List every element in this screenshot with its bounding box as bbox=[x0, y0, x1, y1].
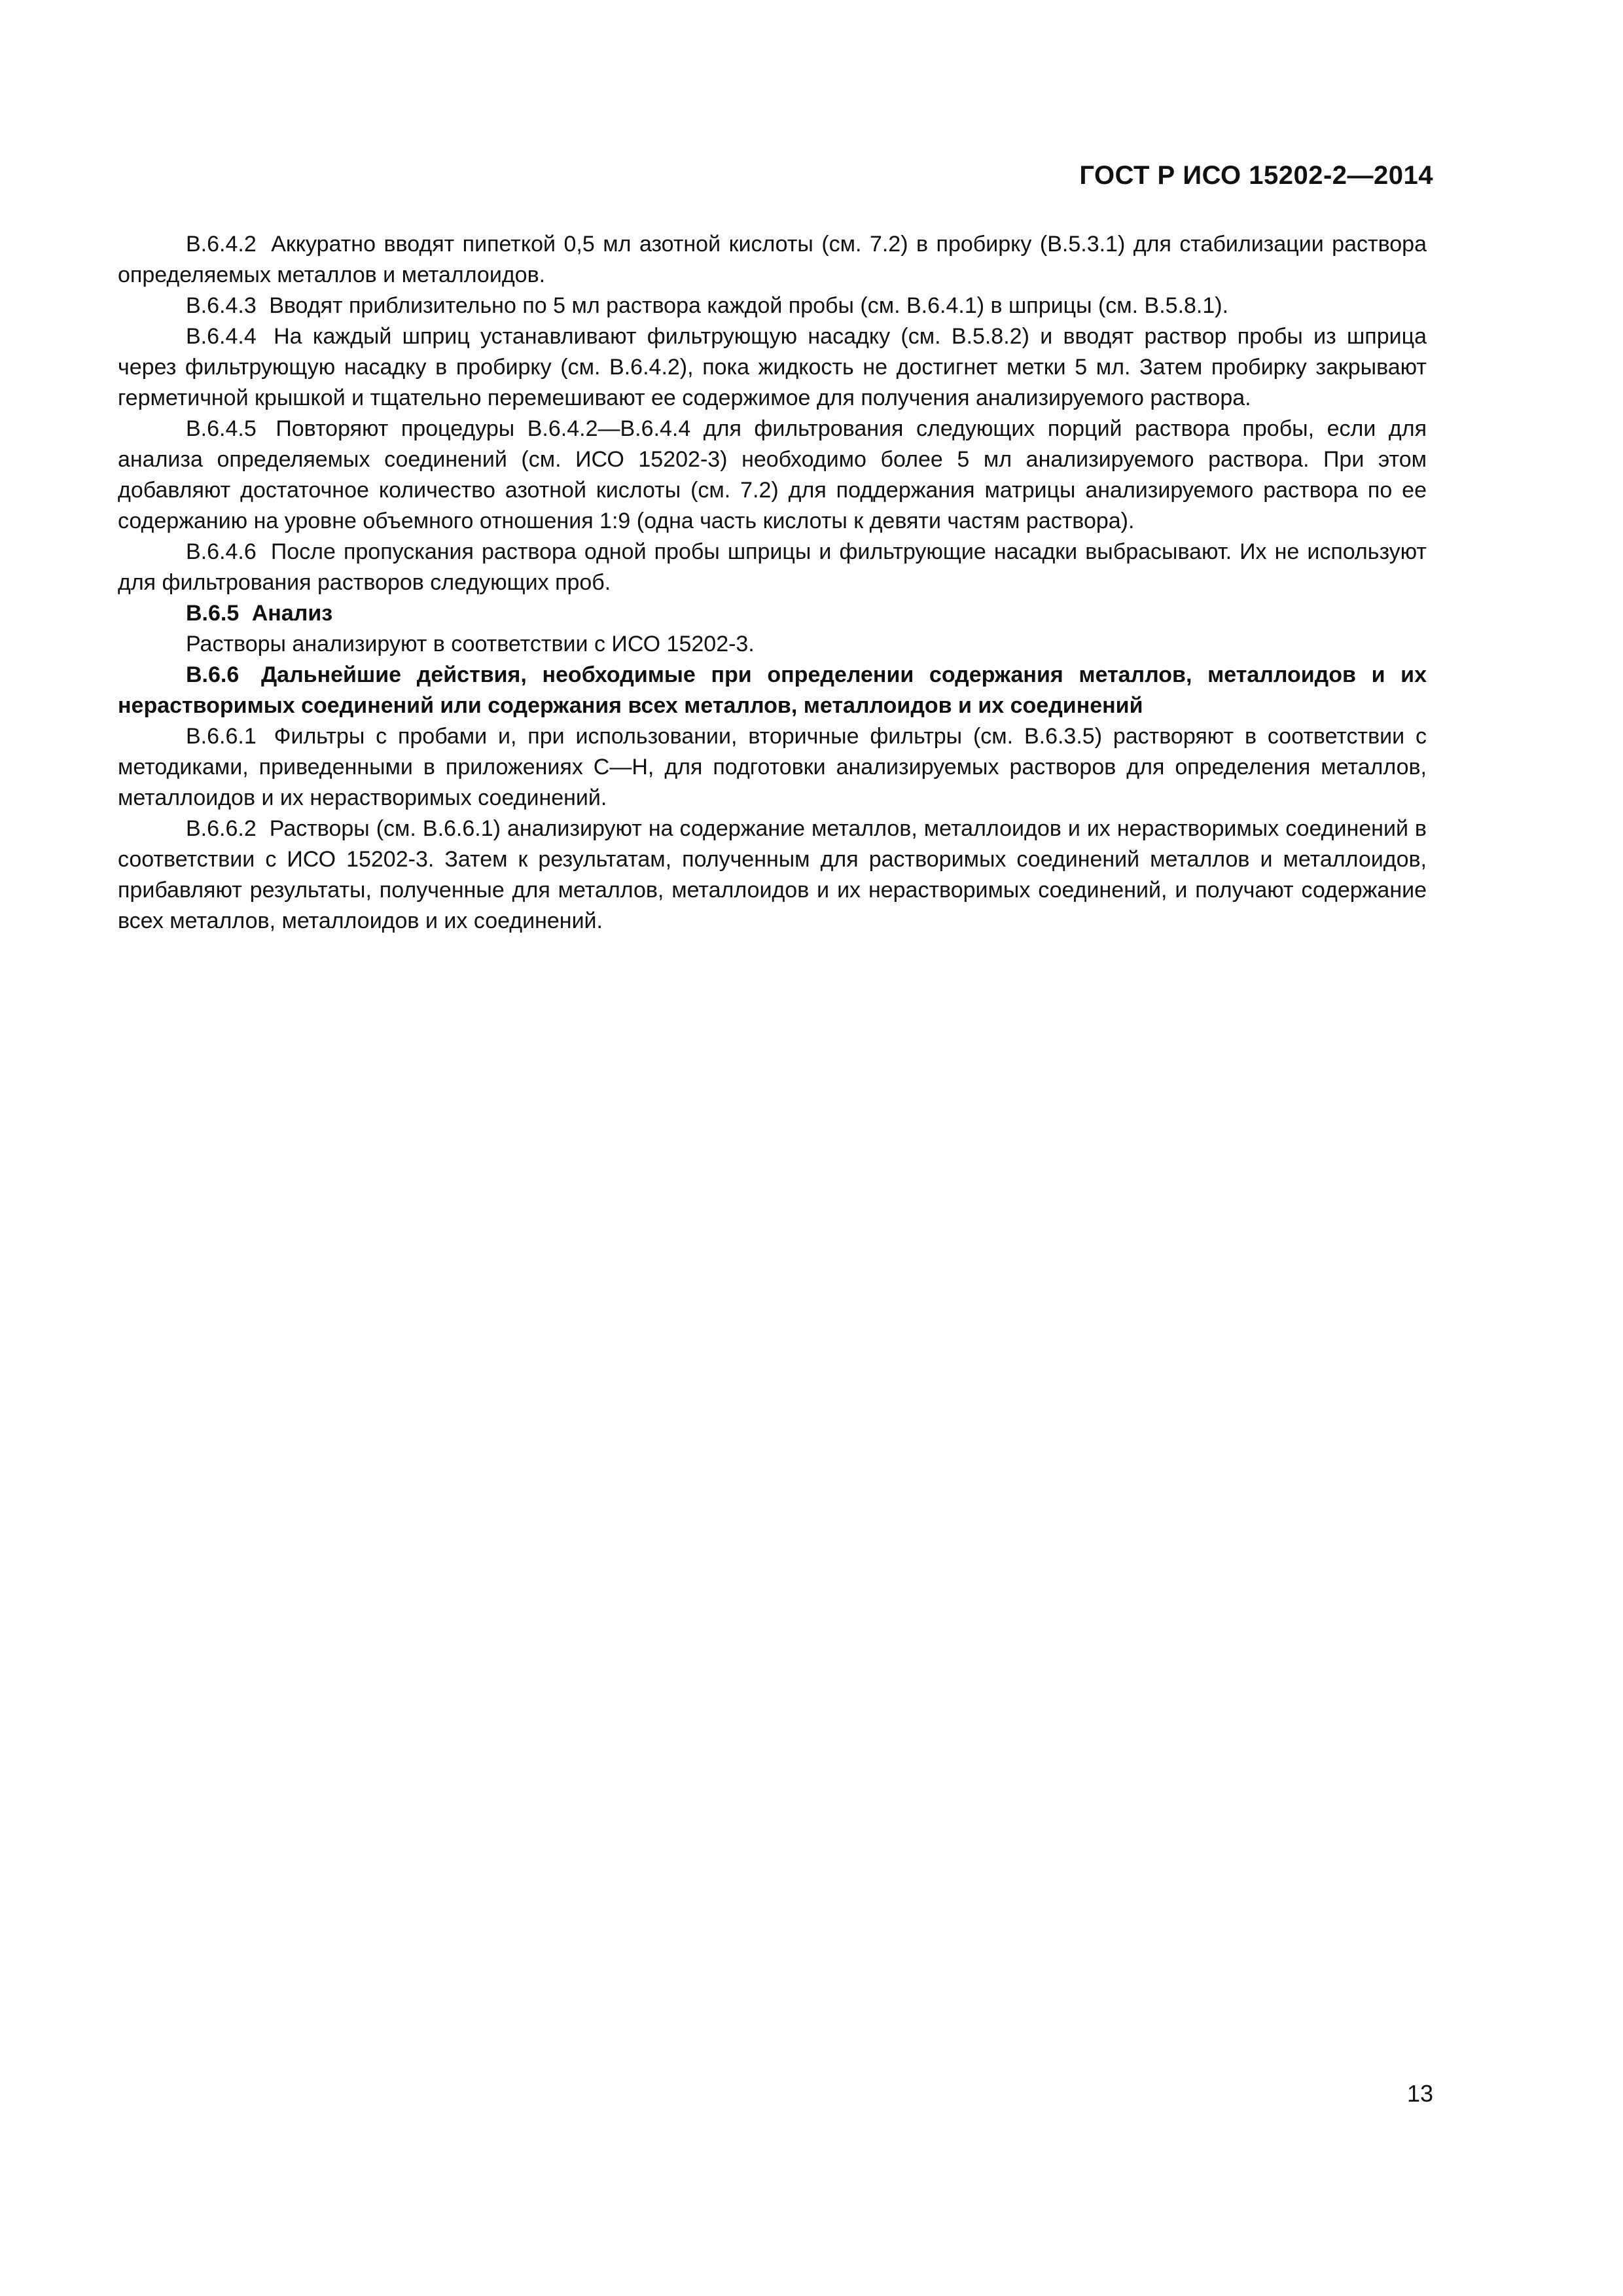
paragraph-text: Аккуратно вводят пипеткой 0,5 мл азотной кислоты (см. 7.2) в пробирку (В.5.3.1) для стабилизации раствора определяемых металлов и металлоидов. bbox=[118, 232, 1427, 287]
paragraph-b-6-4-5 bbox=[118, 414, 1427, 537]
clause-number: B.6.4.6 bbox=[186, 539, 257, 564]
paragraph-b-6-6-2 bbox=[118, 814, 1427, 937]
paragraph-text: После пропускания раствора одной пробы шприцы и фильтрующие насадки выбрасывают. Их не используют для фильтрования растворов следующих проб. bbox=[118, 539, 1427, 595]
document-body bbox=[118, 229, 1427, 937]
paragraph-text: Растворы (см. В.6.6.1) анализируют на содержание металлов, металлоидов и их нерастворимых соединений в соответствии с ИСО 15202-3. Затем к результатам, полученным для растворимых соединений металлов и металлоидов, прибавляют результаты, полученные для металлов, металлоидов и их нерастворимых соединений, и получают содержание всех металлов, металлоидов и их соединений. bbox=[118, 816, 1427, 933]
clause-number: B.6.6 bbox=[186, 662, 240, 687]
paragraph-analysis bbox=[118, 629, 1427, 660]
clause-number: B.6.4.5 bbox=[186, 416, 257, 441]
paragraph-b-6-4-3 bbox=[118, 291, 1427, 321]
paragraph-b-6-6-1 bbox=[118, 721, 1427, 814]
heading-text: Анализ bbox=[251, 601, 333, 626]
document-code: ГОСТ Р ИСО 15202-2—2014 bbox=[1079, 161, 1433, 190]
clause-number: B.6.5 bbox=[186, 601, 240, 626]
heading-b-6-6 bbox=[118, 660, 1427, 721]
clause-number: B.6.4.2 bbox=[186, 232, 257, 257]
heading-text: Дальнейшие действия, необходимые при определении содержания металлов, металлоидов и их нерастворимых соединений или содержания всех металлов, металлоидов и их соединений bbox=[118, 662, 1427, 718]
clause-number: B.6.4.3 bbox=[186, 293, 257, 318]
heading-b-6-5 bbox=[118, 598, 1427, 629]
paragraph-text: Растворы анализируют в соответствии с ИСО 15202-3. bbox=[186, 632, 755, 656]
paragraph-text: Фильтры с пробами и, при использовании, вторичные фильтры (см. В.6.3.5) растворяют в соответствии с методиками, приведенными в приложениях С—Н, для подготовки анализируемых растворов для определения металлов, металлоидов и их нерастворимых соединений. bbox=[118, 724, 1427, 810]
paragraph-text: Вводят приблизительно по 5 мл раствора каждой пробы (см. В.6.4.1) в шприцы (см. В.5.8.1). bbox=[269, 293, 1229, 318]
paragraph-b-6-4-4 bbox=[118, 321, 1427, 414]
clause-number: B.6.6.1 bbox=[186, 724, 257, 749]
paragraph-b-6-4-6 bbox=[118, 537, 1427, 598]
clause-number: B.6.6.2 bbox=[186, 816, 257, 841]
clause-number: B.6.4.4 bbox=[186, 324, 257, 349]
page-number: 13 bbox=[1406, 2080, 1433, 2107]
paragraph-text: Повторяют процедуры В.6.4.2—В.6.4.4 для фильтрования следующих порций раствора пробы, если для анализа определяемых соединений (см. ИСО 15202-3) необходимо более 5 мл анализируемого раствора. При этом добавляют достаточное количество азотной кислоты (см. 7.2) для поддержания матрицы анализируемого раствора по ее содержанию на уровне объемного отношения 1:9 (одна часть кислоты к девяти частям раствора). bbox=[118, 416, 1427, 533]
paragraph-text: На каждый шприц устанавливают фильтрующую насадку (см. В.5.8.2) и вводят раствор пробы из шприца через фильтрующую насадку в пробирку (см. В.6.4.2), пока жидкость не достигнет метки 5 мл. Затем пробирку закрывают герметичной крышкой и тщательно перемешивают ее содержимое для получения анализируемого раствора. bbox=[118, 324, 1427, 410]
paragraph-b-6-4-2 bbox=[118, 229, 1427, 291]
